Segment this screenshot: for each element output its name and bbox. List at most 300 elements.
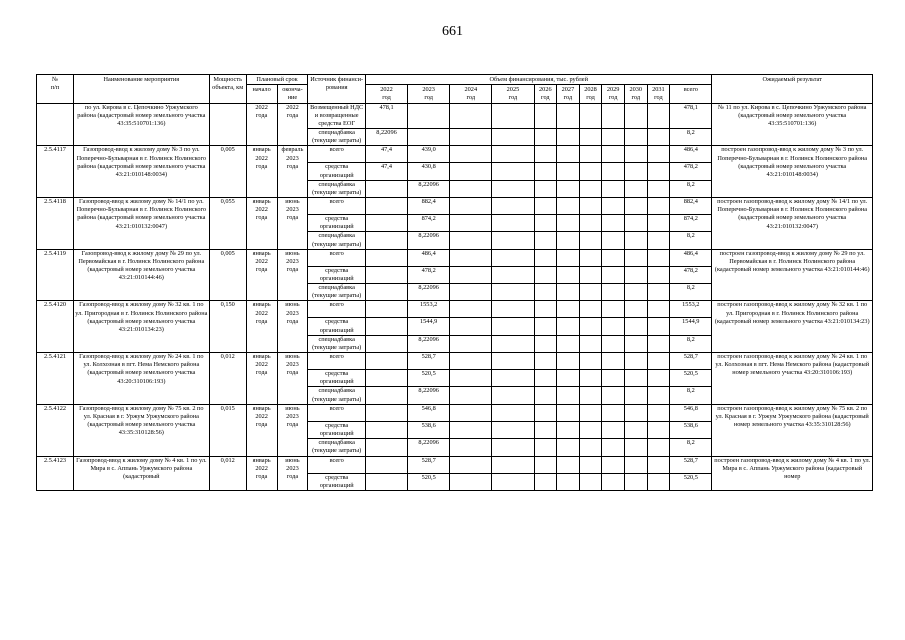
amount-empty (579, 473, 602, 490)
amount-empty (557, 318, 580, 335)
amount-empty (602, 335, 625, 352)
amount-total: 520,5 (670, 370, 712, 387)
amount-empty (557, 180, 580, 197)
amount-total: 8,2 (670, 232, 712, 249)
amount-empty (602, 284, 625, 301)
expected-result: построен газопровод-ввод к жилому дому № 3 по ул. Поперечно-Бульварная в г. Нолинск Нолинского района (кадастровый номер земельного участка 43:21:010148:0034) (712, 146, 873, 198)
amount-empty (450, 232, 492, 249)
amount-empty (534, 129, 557, 146)
amount-empty (647, 232, 670, 249)
amount-total: 8,2 (670, 439, 712, 456)
amount-empty (647, 146, 670, 163)
amount-empty (647, 318, 670, 335)
funding-source: средства организаций (308, 421, 366, 438)
term-start: январь 2022 года (246, 249, 277, 301)
funding-source: средства организаций (308, 215, 366, 232)
amount-empty (579, 129, 602, 146)
amount-empty (624, 266, 647, 283)
amount-empty (624, 232, 647, 249)
amount-empty (450, 456, 492, 473)
term-start: январь 2022 года (246, 353, 277, 405)
row-number: 2.5.4122 (37, 404, 74, 456)
amount-empty (534, 370, 557, 387)
amount-2022 (365, 353, 407, 370)
amount-empty (492, 421, 534, 438)
amount-total: 1544,9 (670, 318, 712, 335)
term-end: июнь 2023 года (277, 198, 308, 250)
table-row (37, 198, 873, 215)
amount-empty (647, 473, 670, 490)
amount-empty (647, 370, 670, 387)
expected-result: построен газопровод-ввод к жилому дому № 75 кв. 2 по ул. Красная в г. Уржум Уржумского района (кадастровый номер земельного участка 43:35:310128:56) (712, 404, 873, 456)
amount-2023: 538,6 (408, 421, 450, 438)
amount-2023 (408, 103, 450, 129)
header-year: 2028 год (579, 85, 602, 103)
header-num: № п/п (37, 75, 74, 104)
amount-empty (557, 353, 580, 370)
amount-empty (450, 404, 492, 421)
amount-empty (647, 284, 670, 301)
amount-total: 8,2 (670, 284, 712, 301)
table-row (37, 103, 873, 129)
amount-empty (450, 353, 492, 370)
amount-empty (602, 215, 625, 232)
header-year: 2031 год (647, 85, 670, 103)
funding-source: спецнадбавка (текущие затраты) (308, 335, 366, 352)
amount-empty (557, 335, 580, 352)
amount-empty (534, 266, 557, 283)
amount-2022 (365, 198, 407, 215)
funding-source: спецнадбавка (текущие затраты) (308, 180, 366, 197)
amount-empty (624, 163, 647, 180)
amount-empty (624, 335, 647, 352)
amount-2022 (365, 318, 407, 335)
term-end: июнь 2023 года (277, 404, 308, 456)
amount-empty (579, 180, 602, 197)
amount-empty (492, 387, 534, 404)
amount-empty (647, 421, 670, 438)
amount-empty (602, 103, 625, 129)
amount-empty (624, 456, 647, 473)
amount-empty (624, 146, 647, 163)
amount-total: 8,2 (670, 180, 712, 197)
amount-empty (624, 249, 647, 266)
amount-empty (534, 232, 557, 249)
amount-2023: 528,7 (408, 353, 450, 370)
amount-empty (450, 163, 492, 180)
amount-empty (579, 404, 602, 421)
amount-empty (647, 249, 670, 266)
term-end: июнь 2023 года (277, 456, 308, 490)
amount-empty (647, 335, 670, 352)
amount-2022 (365, 439, 407, 456)
table-row (37, 249, 873, 266)
amount-empty (534, 473, 557, 490)
header-year: 2030 год (624, 85, 647, 103)
amount-2022 (365, 215, 407, 232)
amount-empty (450, 318, 492, 335)
amount-empty (492, 215, 534, 232)
funding-source: спецнадбавка (текущие затраты) (308, 439, 366, 456)
expected-result: построен газопровод-ввод к жилому дому № 32 кв. 1 по ул. Пригородная в г. Нолинск Нолинского района (кадастровый номер земельного участка 43:21:010134:23) (712, 301, 873, 353)
capacity-value: 0,012 (209, 353, 246, 405)
amount-2023: 546,8 (408, 404, 450, 421)
term-end: июнь 2023 года (277, 249, 308, 301)
row-number: 2.5.4120 (37, 301, 74, 353)
amount-empty (557, 473, 580, 490)
expected-result: построен газопровод-ввод к жилому дому № 4 кв. 1 по ул. Мира в с. Аппань Уржумского района (кадастровый номер (712, 456, 873, 490)
amount-2022 (365, 404, 407, 421)
amount-empty (602, 387, 625, 404)
amount-empty (647, 404, 670, 421)
amount-2023: 486,4 (408, 249, 450, 266)
term-start: 2022 года (246, 103, 277, 146)
amount-empty (624, 387, 647, 404)
amount-empty (602, 163, 625, 180)
amount-empty (534, 180, 557, 197)
row-number: 2.5.4121 (37, 353, 74, 405)
amount-total: 882,4 (670, 198, 712, 215)
amount-2023: 882,4 (408, 198, 450, 215)
funding-source: средства организаций (308, 318, 366, 335)
amount-2022 (365, 370, 407, 387)
amount-2022 (365, 249, 407, 266)
amount-empty (534, 439, 557, 456)
amount-empty (647, 387, 670, 404)
amount-2023: 8,22096 (408, 439, 450, 456)
funding-source: всего (308, 456, 366, 473)
amount-empty (557, 163, 580, 180)
amount-2022 (365, 180, 407, 197)
amount-empty (450, 103, 492, 129)
amount-empty (602, 318, 625, 335)
page-number: 661 (442, 24, 463, 39)
amount-empty (579, 318, 602, 335)
amount-empty (579, 198, 602, 215)
amount-empty (602, 146, 625, 163)
amount-empty (534, 387, 557, 404)
amount-2022 (365, 473, 407, 490)
funding-source: спецнадбавка (текущие затраты) (308, 129, 366, 146)
amount-empty (450, 266, 492, 283)
amount-empty (557, 146, 580, 163)
expected-result: построен газопровод-ввод к жилому дому № 14/1 по ул. Поперечно-Бульварная в г. Нолинск Нолинского района (кадастровый номер земельного участка 43:21:010132:0047) (712, 198, 873, 250)
amount-empty (450, 198, 492, 215)
header-term-start: начало (246, 85, 277, 103)
activity-name: Газопровод-ввод к жилому дому № 4 кв. 1 по ул. Мира в с. Аппань Уржумского района (кадастровый (74, 456, 210, 490)
amount-empty (602, 421, 625, 438)
amount-total: 478,1 (670, 103, 712, 129)
capacity-value: 0,150 (209, 301, 246, 353)
amount-2023: 430,8 (408, 163, 450, 180)
activity-name: Газопровод-ввод к жилому дому № 32 кв. 1 по ул. Пригородная в г. Нолинск Нолинского района (кадастровый номер земельного участка 43:21:010134:23) (74, 301, 210, 353)
amount-2023: 1553,2 (408, 301, 450, 318)
amount-empty (602, 353, 625, 370)
amount-2023: 8,22096 (408, 232, 450, 249)
amount-empty (450, 473, 492, 490)
amount-empty (534, 163, 557, 180)
amount-empty (450, 370, 492, 387)
amount-empty (450, 439, 492, 456)
amount-empty (492, 353, 534, 370)
amount-empty (579, 215, 602, 232)
amount-total: 546,8 (670, 404, 712, 421)
amount-empty (557, 404, 580, 421)
amount-2023: 8,22096 (408, 387, 450, 404)
amount-2022 (365, 421, 407, 438)
amount-empty (624, 301, 647, 318)
amount-empty (624, 103, 647, 129)
row-number: 2.5.4117 (37, 146, 74, 198)
funding-source: средства организаций (308, 473, 366, 490)
amount-2022: 478,1 (365, 103, 407, 129)
amount-empty (579, 146, 602, 163)
amount-empty (450, 129, 492, 146)
amount-empty (579, 421, 602, 438)
amount-empty (602, 370, 625, 387)
amount-2023: 1544,9 (408, 318, 450, 335)
amount-empty (579, 456, 602, 473)
table-header (37, 75, 873, 104)
amount-total: 1553,2 (670, 301, 712, 318)
amount-empty (450, 249, 492, 266)
amount-2023: 8,22096 (408, 284, 450, 301)
amount-empty (557, 301, 580, 318)
amount-empty (647, 439, 670, 456)
capacity-value: 0,005 (209, 249, 246, 301)
header-year: 2029 год (602, 85, 625, 103)
amount-empty (602, 473, 625, 490)
amount-2023: 8,22096 (408, 335, 450, 352)
header-result: Ожидаемый результат (712, 75, 873, 104)
term-start: январь 2022 года (246, 146, 277, 198)
capacity-value (209, 103, 246, 146)
amount-2022: 47,4 (365, 163, 407, 180)
amount-empty (534, 301, 557, 318)
activity-name: Газопровод-ввод к жилому дому № 75 кв. 2 по ул. Красная в г. Уржум Уржумского района (кадастровый номер земельного участка 43:35:310128:56) (74, 404, 210, 456)
amount-empty (647, 266, 670, 283)
table-row (37, 353, 873, 370)
amount-total: 528,7 (670, 456, 712, 473)
amount-2023: 8,22096 (408, 180, 450, 197)
funding-source: спецнадбавка (текущие затраты) (308, 387, 366, 404)
amount-empty (624, 473, 647, 490)
amount-empty (534, 421, 557, 438)
amount-empty (557, 249, 580, 266)
amount-empty (557, 370, 580, 387)
header-term-end: оконча- ние (277, 85, 308, 103)
amount-empty (579, 163, 602, 180)
funding-source: всего (308, 353, 366, 370)
activity-name: по ул. Кирова в с. Цепочкино Уржумского района (кадастровый номер земельного участка 43:35:510701:136) (74, 103, 210, 146)
amount-2023 (408, 129, 450, 146)
header-year: 2026 год (534, 85, 557, 103)
amount-empty (557, 284, 580, 301)
amount-empty (624, 284, 647, 301)
capacity-value: 0,012 (209, 456, 246, 490)
funding-source: средства организаций (308, 163, 366, 180)
amount-empty (557, 439, 580, 456)
amount-empty (492, 129, 534, 146)
row-number: 2.5.4123 (37, 456, 74, 490)
amount-empty (450, 335, 492, 352)
funding-source: всего (308, 198, 366, 215)
amount-empty (602, 129, 625, 146)
funding-source: спецнадбавка (текущие затраты) (308, 232, 366, 249)
amount-empty (492, 146, 534, 163)
amount-empty (624, 180, 647, 197)
amount-empty (492, 404, 534, 421)
amount-total: 874,2 (670, 215, 712, 232)
amount-empty (624, 421, 647, 438)
row-number: 2.5.4119 (37, 249, 74, 301)
amount-total: 486,4 (670, 249, 712, 266)
table-row (37, 301, 873, 318)
header-capacity: Мощность объекта, км (209, 75, 246, 104)
header-year: 2025 год (492, 85, 534, 103)
amount-empty (450, 421, 492, 438)
amount-empty (534, 215, 557, 232)
amount-2023: 439,0 (408, 146, 450, 163)
header-year: 2024 год (450, 85, 492, 103)
funding-source: Возмещенный НДС и возвращенные средства ЕОГ (308, 103, 366, 129)
amount-2023: 528,7 (408, 456, 450, 473)
amount-empty (557, 232, 580, 249)
amount-total: 486,4 (670, 146, 712, 163)
amount-empty (647, 103, 670, 129)
amount-empty (647, 198, 670, 215)
amount-empty (450, 215, 492, 232)
header-funding: Объем финансирования, тыс. рублей (365, 75, 712, 85)
amount-empty (492, 370, 534, 387)
amount-empty (647, 301, 670, 318)
amount-empty (557, 266, 580, 283)
amount-empty (534, 353, 557, 370)
amount-empty (624, 404, 647, 421)
funding-source: всего (308, 404, 366, 421)
financing-table (36, 74, 873, 491)
amount-empty (579, 249, 602, 266)
term-end: июнь 2023 года (277, 301, 308, 353)
amount-empty (492, 180, 534, 197)
header-year: 2022 год (365, 85, 407, 103)
amount-empty (647, 163, 670, 180)
amount-empty (624, 215, 647, 232)
amount-total: 8,2 (670, 335, 712, 352)
amount-empty (557, 129, 580, 146)
term-end: февраль 2023 года (277, 146, 308, 198)
amount-total: 8,2 (670, 387, 712, 404)
amount-empty (557, 387, 580, 404)
table-row (37, 146, 873, 163)
amount-empty (534, 404, 557, 421)
amount-empty (624, 198, 647, 215)
activity-name: Газопровод-ввод к жилому дому № 29 по ул. Первомайская в г. Нолинск Нолинского района (кадастровый номер земельного участка 43:21:010144:46) (74, 249, 210, 301)
amount-empty (450, 284, 492, 301)
amount-empty (534, 335, 557, 352)
term-start: январь 2022 года (246, 456, 277, 490)
amount-empty (534, 456, 557, 473)
amount-empty (602, 301, 625, 318)
row-number: 2.5.4118 (37, 198, 74, 250)
funding-source: всего (308, 146, 366, 163)
amount-empty (579, 266, 602, 283)
amount-empty (450, 146, 492, 163)
amount-empty (647, 180, 670, 197)
amount-empty (492, 284, 534, 301)
activity-name: Газопровод-ввод к жилому дому № 3 по ул. Поперечно-Бульварная в г. Нолинск Нолинского района (кадастровый номер земельного участка 43:21:010148:0034) (74, 146, 210, 198)
amount-empty (579, 353, 602, 370)
amount-empty (647, 456, 670, 473)
table-row (37, 404, 873, 421)
amount-total: 478,2 (670, 266, 712, 283)
amount-2022 (365, 456, 407, 473)
activity-name: Газопровод-ввод к жилому дому № 24 кв. 1 по ул. Колхозная в пгт. Нема Немского района (кадастровый номер земельного участка 43:20:310106:193) (74, 353, 210, 405)
amount-empty (492, 266, 534, 283)
amount-total: 538,6 (670, 421, 712, 438)
amount-total: 528,7 (670, 353, 712, 370)
amount-empty (557, 198, 580, 215)
amount-empty (557, 215, 580, 232)
amount-empty (534, 249, 557, 266)
amount-2023: 520,5 (408, 473, 450, 490)
term-end: июнь 2023 года (277, 353, 308, 405)
activity-name: Газопровод-ввод к жилому дому № 14/1 по ул. Поперечно-Бульварная в г. Нолинск Нолинского района (кадастровый номер земельного участка 43:21:010132:0047) (74, 198, 210, 250)
header-term: Плановый срок (246, 75, 308, 85)
amount-empty (579, 335, 602, 352)
amount-empty (647, 129, 670, 146)
amount-total: 478,2 (670, 163, 712, 180)
amount-2022 (365, 335, 407, 352)
amount-total: 8,2 (670, 129, 712, 146)
amount-empty (557, 421, 580, 438)
amount-2022 (365, 387, 407, 404)
funding-source: средства организаций (308, 266, 366, 283)
amount-empty (602, 249, 625, 266)
capacity-value: 0,015 (209, 404, 246, 456)
amount-empty (557, 456, 580, 473)
amount-empty (492, 301, 534, 318)
row-number (37, 103, 74, 146)
amount-2023: 478,2 (408, 266, 450, 283)
amount-empty (492, 439, 534, 456)
amount-empty (450, 301, 492, 318)
table-row (37, 456, 873, 473)
amount-empty (624, 318, 647, 335)
amount-empty (579, 103, 602, 129)
amount-empty (579, 439, 602, 456)
table-body (37, 103, 873, 490)
amount-2022 (365, 266, 407, 283)
amount-empty (579, 301, 602, 318)
amount-empty (534, 103, 557, 129)
header-total: всего (670, 85, 712, 103)
amount-empty (647, 353, 670, 370)
amount-total: 520,5 (670, 473, 712, 490)
amount-2022 (365, 301, 407, 318)
term-start: январь 2022 года (246, 301, 277, 353)
amount-2022 (365, 232, 407, 249)
funding-source: средства организаций (308, 370, 366, 387)
amount-empty (579, 387, 602, 404)
amount-empty (579, 232, 602, 249)
amount-empty (602, 266, 625, 283)
expected-result: построен газопровод-ввод к жилому дому № 24 кв. 1 по ул. Колхозная в пгт. Нема Немского района (кадастровый номер земельного участка 43:20:310106:193) (712, 353, 873, 405)
amount-2022: 8,22096 (365, 129, 407, 146)
amount-empty (624, 370, 647, 387)
amount-empty (492, 249, 534, 266)
amount-empty (557, 103, 580, 129)
